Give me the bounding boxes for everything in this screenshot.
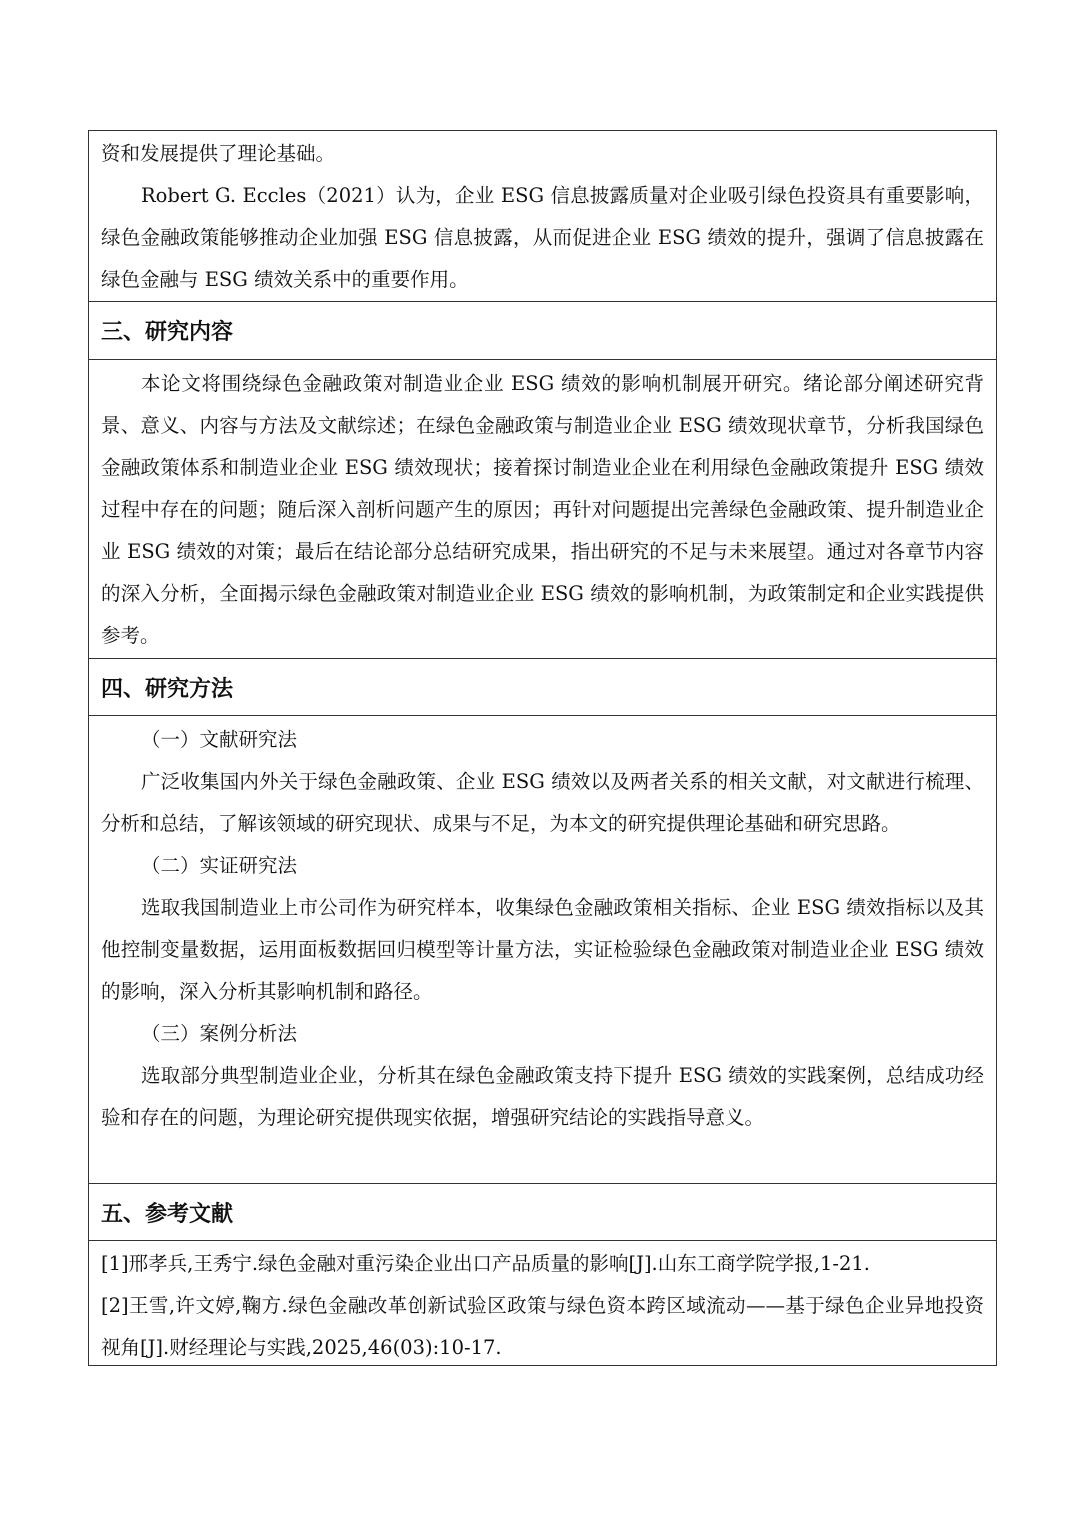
section-4-body (89, 719, 996, 1181)
method-3-title: （三）案例分析法 (141, 1022, 298, 1045)
method-2-title: （二）实证研究法 (141, 854, 298, 877)
intro-block (89, 133, 996, 301)
section-3-header (89, 302, 996, 358)
method-1-text: 广泛收集国内外关于绿色金融政策、企业 ESG 绩效以及两者关系的相关文献，对文献进行梳理、分析和总结，了解该领域的研究现状、成果与不足，为本文的研究提供理论基础和研究思路。 (101, 770, 984, 835)
section-3-title: 三、研究内容 (101, 320, 234, 345)
intro-paragraph-2: Robert G. Eccles（2021）认为，企业 ESG 信息披露质量对企业吸引绿色投资具有重要影响，绿色金融政策能够推动企业加强 ESG 信息披露，从而促进企业 ESG 绩效的提升，强调了信息披露在绿色金融与 ESG 绩效关系中的重要作用。 (101, 184, 984, 291)
section-3-body (89, 363, 996, 658)
divider (89, 715, 996, 716)
method-2-text: 选取我国制造业上市公司作为研究样本，收集绿色金融政策相关指标、企业 ESG 绩效指标以及其他控制变量数据，运用面板数据回归模型等计量方法，实证检验绿色金融政策对制造业企业 ESG 绩效的影响，深入分析其影响机制和路径。 (101, 896, 984, 1003)
research-content-paragraph: 本论文将围绕绿色金融政策对制造业企业 ESG 绩效的影响机制展开研究。绪论部分阐述研究背景、意义、内容与方法及文献综述；在绿色金融政策与制造业企业 ESG 绩效现状章节，分析我国绿色金融政策体系和制造业企业 ESG 绩效现状；接着探讨制造业企业在利用绿色金融政策提升 ESG 绩效过程中存在的问题；随后深入剖析问题产生的原因；再针对问题提出完善绿色金融政策、提升制造业企业 ESG 绩效的对策；最后在结论部分总结研究成果，指出研究的不足与未来展望。通过对各章节内容的深入分析，全面揭示绿色金融政策对制造业企业 ESG 绩效的影响机制，为政策制定和企业实践提供参考。 (101, 372, 984, 647)
section-5-title: 五、参考文献 (101, 1202, 234, 1227)
reference-1: [1]邢孝兵,王秀宁.绿色金融对重污染企业出口产品质量的影响[J].山东工商学院学报,1-21. (101, 1252, 870, 1275)
section-4-header (89, 659, 996, 715)
section-5-header (89, 1184, 996, 1240)
reference-2: [2]王雪,许文婷,鞠方.绿色金融改革创新试验区政策与绿色资本跨区域流动——基于绿色企业异地投资视角[J].财经理论与实践,2025,46(03):10-17. (101, 1294, 984, 1359)
proposal-table (88, 130, 997, 1366)
divider (89, 1240, 996, 1241)
section-4-title: 四、研究方法 (101, 677, 234, 702)
method-3-text: 选取部分典型制造业企业，分析其在绿色金融政策支持下提升 ESG 绩效的实践案例，总结成功经验和存在的问题，为理论研究提供现实依据，增强研究结论的实践指导意义。 (101, 1064, 984, 1129)
intro-paragraph-1: 资和发展提供了理论基础。 (101, 142, 336, 165)
section-5-body (89, 1243, 996, 1363)
method-1-title: （一）文献研究法 (141, 728, 298, 751)
divider (89, 359, 996, 360)
